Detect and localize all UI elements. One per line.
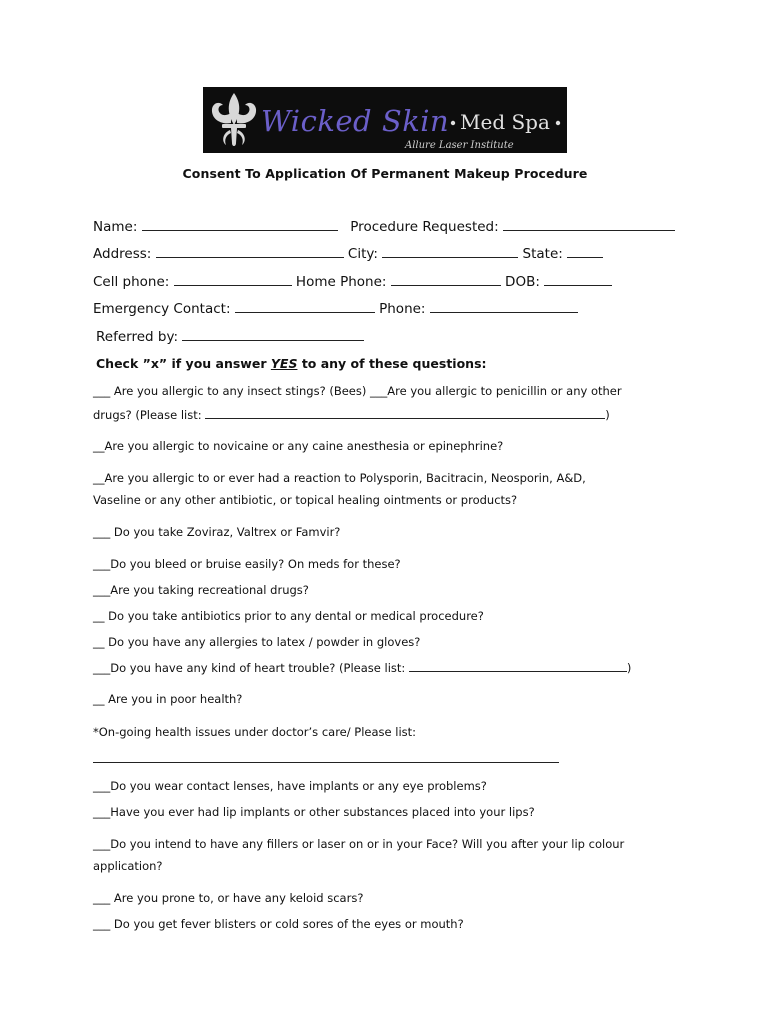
drugs-list-label: drugs? (Please list:: [93, 408, 202, 422]
question-ointment-reaction[interactable]: __Are you allergic to or ever had a reaction to Polysporin, Bacitracin, Neosporin, A&D,: [93, 471, 586, 485]
ongoing-health-input[interactable]: [93, 748, 559, 767]
emergency-contact-input[interactable]: [235, 301, 375, 313]
heart-trouble-input[interactable]: [409, 660, 627, 672]
logo-tagline: Allure Laser Institute: [405, 140, 514, 151]
question-heart-trouble: [93, 660, 631, 675]
address-row: [93, 246, 603, 262]
check-prompt-pre: Check ”x” if you answer: [96, 356, 267, 371]
question-antibiotics[interactable]: __ Do you take antibiotics prior to any dental or medical procedure?: [93, 609, 484, 623]
question-keloid-scars[interactable]: ___ Are you prone to, or have any keloid scars?: [93, 891, 364, 905]
check-prompt-post: to any of these questions:: [301, 356, 487, 371]
dob-input[interactable]: [544, 274, 612, 286]
question-zoviraz[interactable]: ___ Do you take Zoviraz, Valtrex or Famvir?: [93, 525, 341, 539]
procedure-input[interactable]: [503, 219, 675, 231]
emergency-row: [93, 301, 578, 317]
question-ointment-reaction-cont: Vaseline or any other antibiotic, or topical healing ointments or products?: [93, 493, 518, 507]
logo-brand: Wicked Skin: [261, 104, 450, 138]
dob-label: DOB:: [505, 274, 540, 290]
name-label: Name:: [93, 219, 138, 235]
emergency-phone-input[interactable]: [430, 301, 578, 313]
heart-trouble-close: ): [626, 661, 632, 675]
question-eye-problems[interactable]: ___Do you wear contact lenses, have implants or any eye problems?: [93, 779, 487, 793]
form-title: Consent To Application Of Permanent Makeup Procedure: [182, 166, 588, 181]
question-lip-implants[interactable]: ___Have you ever had lip implants or other substances placed into your lips?: [93, 805, 535, 819]
logo-suffix: Med Spa: [460, 110, 550, 134]
question-recreational-drugs[interactable]: ___Are you taking recreational drugs?: [93, 583, 309, 597]
name-input[interactable]: [142, 219, 338, 231]
question-fillers-laser[interactable]: ___Do you intend to have any fillers or laser on or in your Face? Will you after your lip colour: [93, 837, 625, 851]
question-fever-blisters[interactable]: ___ Do you get fever blisters or cold sores of the eyes or mouth?: [93, 917, 464, 931]
question-ongoing-health: *On-going health issues under doctor’s care/ Please list:: [93, 725, 417, 739]
heart-trouble-label[interactable]: ___Do you have any kind of heart trouble? (Please list:: [93, 661, 406, 675]
question-poor-health[interactable]: __ Are you in poor health?: [93, 692, 243, 706]
drugs-list-close: ): [605, 408, 610, 422]
question-insect-penicillin[interactable]: ___ Are you allergic to any insect stings? (Bees) ___Are you allergic to penicillin or any other: [93, 384, 622, 398]
referred-by-input[interactable]: [182, 329, 364, 341]
spa-logo: [203, 87, 567, 153]
check-prompt-yes: YES: [270, 356, 298, 371]
question-drugs-list: [93, 407, 610, 422]
emergency-phone-label: Phone:: [379, 301, 426, 317]
city-label: City:: [347, 246, 378, 262]
name-row: [93, 219, 675, 235]
procedure-label: Procedure Requested:: [350, 219, 499, 235]
cell-phone-label: Cell phone:: [93, 274, 170, 290]
referred-row: [96, 329, 364, 345]
phone-row: [93, 274, 612, 290]
question-latex-allergy[interactable]: __ Do you have any allergies to latex / powder in gloves?: [93, 635, 421, 649]
question-fillers-laser-cont: application?: [93, 859, 163, 873]
home-phone-input[interactable]: [391, 274, 501, 286]
state-label: State:: [522, 246, 563, 262]
emergency-contact-label: Emergency Contact:: [93, 301, 231, 317]
cell-phone-input[interactable]: [174, 274, 292, 286]
home-phone-label: Home Phone:: [295, 274, 387, 290]
address-input[interactable]: [156, 246, 344, 258]
fleur-de-lis-icon: [212, 93, 256, 146]
question-novicaine[interactable]: __Are you allergic to novicaine or any caine anesthesia or epinephrine?: [93, 439, 504, 453]
state-input[interactable]: [567, 246, 603, 258]
address-label: Address:: [93, 246, 152, 262]
city-input[interactable]: [382, 246, 518, 258]
question-bleed-bruise[interactable]: ___Do you bleed or bruise easily? On meds for these?: [93, 557, 401, 571]
check-instructions: [96, 356, 487, 371]
drugs-list-input[interactable]: [205, 407, 605, 419]
referred-by-label: Referred by:: [96, 329, 178, 345]
